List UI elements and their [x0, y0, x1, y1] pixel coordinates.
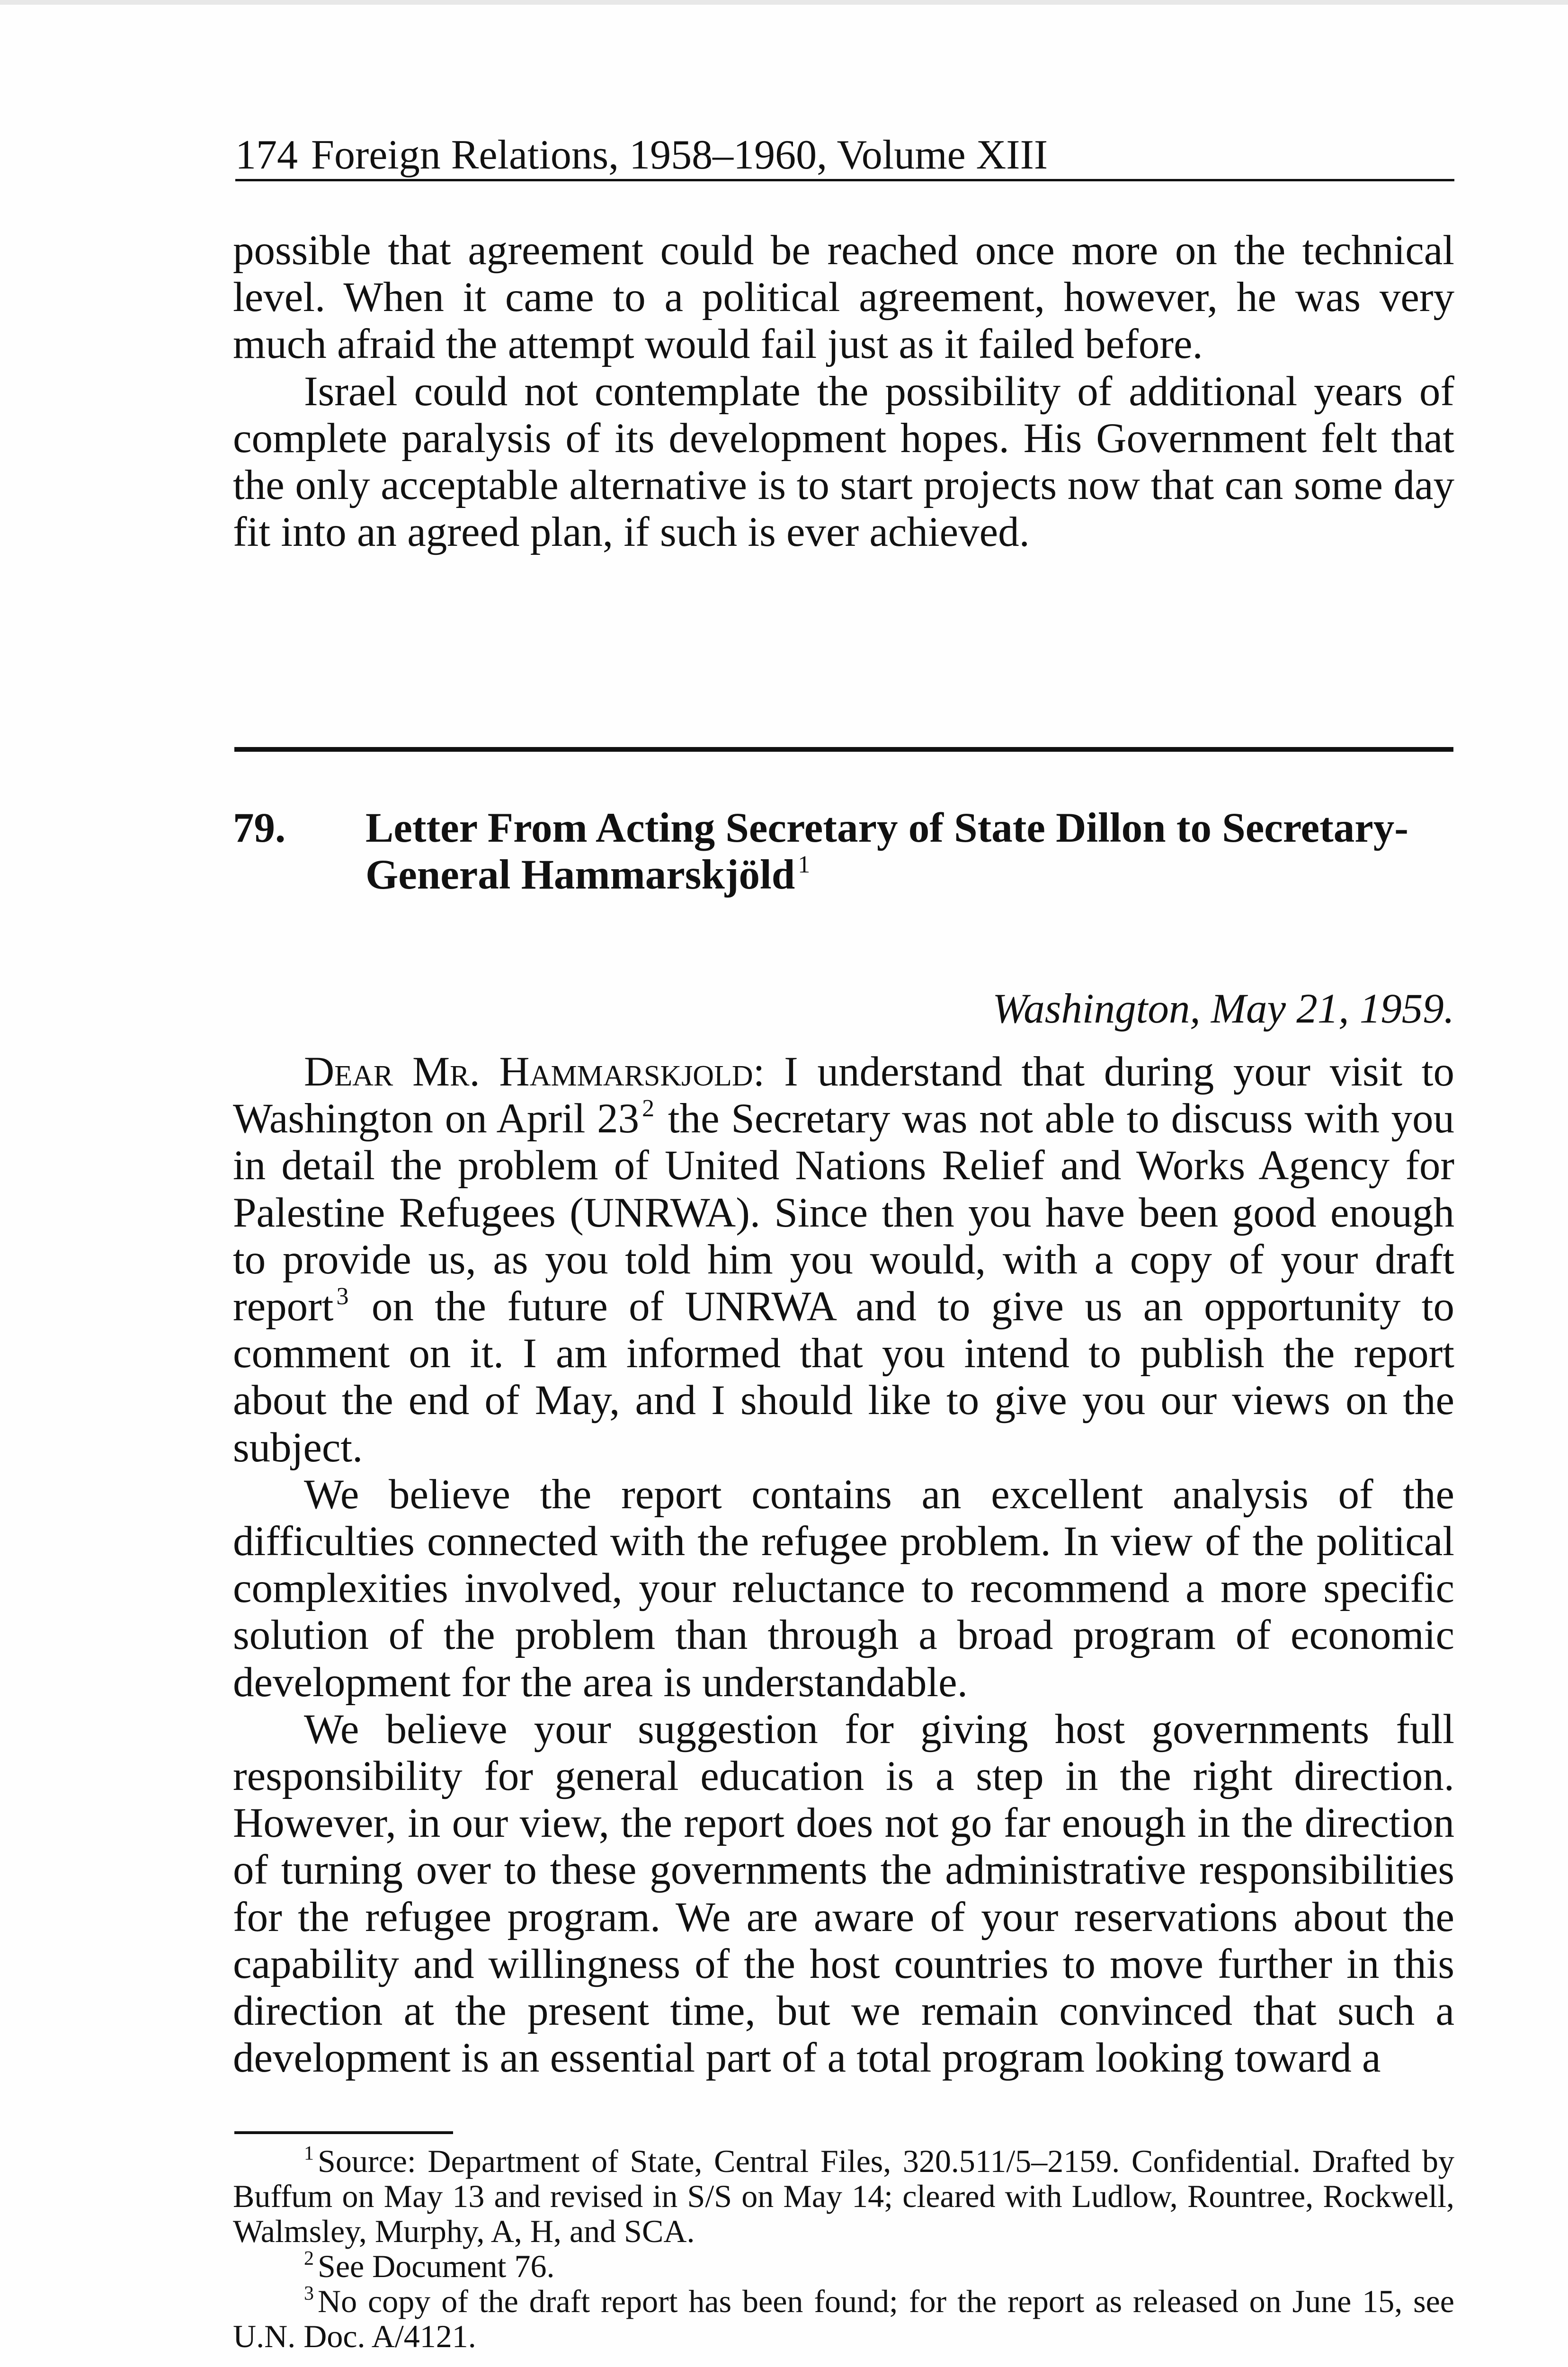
footnote	[233, 2284, 1454, 2354]
page-number: 174	[235, 132, 298, 178]
scan-top-edge	[0, 0, 1568, 5]
salutation: Dear Mr. Hammarskjold:	[304, 1049, 765, 1095]
continuation-paragraph: Israel could not contemplate the possibility of additional years of complete paralysis of its development hopes. His Government felt that the only acceptable alternative is to start projects now that can some day fit into an agreed plan, if such is ever achieved.	[233, 368, 1454, 556]
document-number: 79.	[233, 805, 286, 851]
footnote-ref: 3	[336, 1283, 349, 1310]
running-header-text	[235, 134, 1048, 176]
footnote-mark: 2	[304, 2248, 314, 2269]
letter-text: the Secretary was not able to discuss with you in detail the problem of United Nations Relief and Works Agency for Palestine Refugees (UNRWA). Since then you have been good enough to provide us, as you told him you would, with a copy of your draft report	[233, 1095, 1455, 1330]
continuation-paragraph: possible that agreement could be reached once more on the technical level. When it came to a political agreement, however, he was very much afraid the attempt would fail just as it failed before.	[233, 227, 1454, 368]
letter-paragraph: We believe the report contains an excellent analysis of the difficulties connected with the refugee problem. In view of the political complexities involved, your reluctance to recommend a more specific solution of the problem than through a broad program of economic development for the area is understandable.	[233, 1471, 1454, 1706]
footnote-text: Source: Department of State, Central Files, 320.511/5–2159. Confidential. Drafted by Buffum on May 13 and revised in S/S on May 14; cleared with Ludlow, Rountree, Rockwell, Walmsley, Murphy, A, H, and SCA.	[233, 2143, 1454, 2249]
letter-text: on the future of UNRWA and to give us an opportunity to comment on it. I am informed that you intend to publish the report about the end of May, and I should like to give you our views on the subject.	[233, 1283, 1455, 1471]
footnote-mark: 3	[304, 2283, 314, 2305]
letter-paragraph: We believe your suggestion for giving host governments full responsibility for general education is a step in the right direction. However, in our view, the report does not go far enough in the direction of turning over to these governments the administrative responsibilities for the refugee program. We are aware of your reservations about the capability and willingness of the host countries to move further in this direction at the present time, but we remain convinced that such a development is an essential part of a total program looking toward a	[233, 1706, 1454, 2082]
running-header	[235, 122, 1454, 181]
footnote	[233, 2144, 1454, 2249]
footnote-text: No copy of the draft report has been found; for the report as released on June 15, see U.N. Doc. A/4121.	[233, 2283, 1454, 2354]
continuation-text	[233, 227, 1454, 556]
document-title-wrap	[365, 805, 1454, 899]
document-title: Letter From Acting Secretary of State Dillon to Secretary-General Hammarskjöld	[365, 805, 1408, 898]
dateline: Washington, May 21, 1959.	[992, 986, 1454, 1032]
footnote-ref: 1	[798, 851, 811, 878]
footnotes	[233, 2144, 1454, 2354]
letter-paragraph	[233, 1049, 1454, 1471]
running-title: Foreign Relations, 1958–1960, Volume XIII	[311, 132, 1048, 178]
letter-body	[233, 1049, 1454, 2082]
footnote-rule	[234, 2131, 453, 2134]
footnote	[233, 2249, 1454, 2284]
document-heading	[233, 805, 1454, 899]
footnote-mark: 1	[304, 2143, 314, 2164]
letter-text: I understand that during your visit to Washington on April 23	[233, 1049, 1454, 1142]
section-divider	[234, 747, 1453, 752]
footnote-ref: 2	[642, 1095, 655, 1122]
footnote-text: See Document 76.	[318, 2248, 555, 2284]
